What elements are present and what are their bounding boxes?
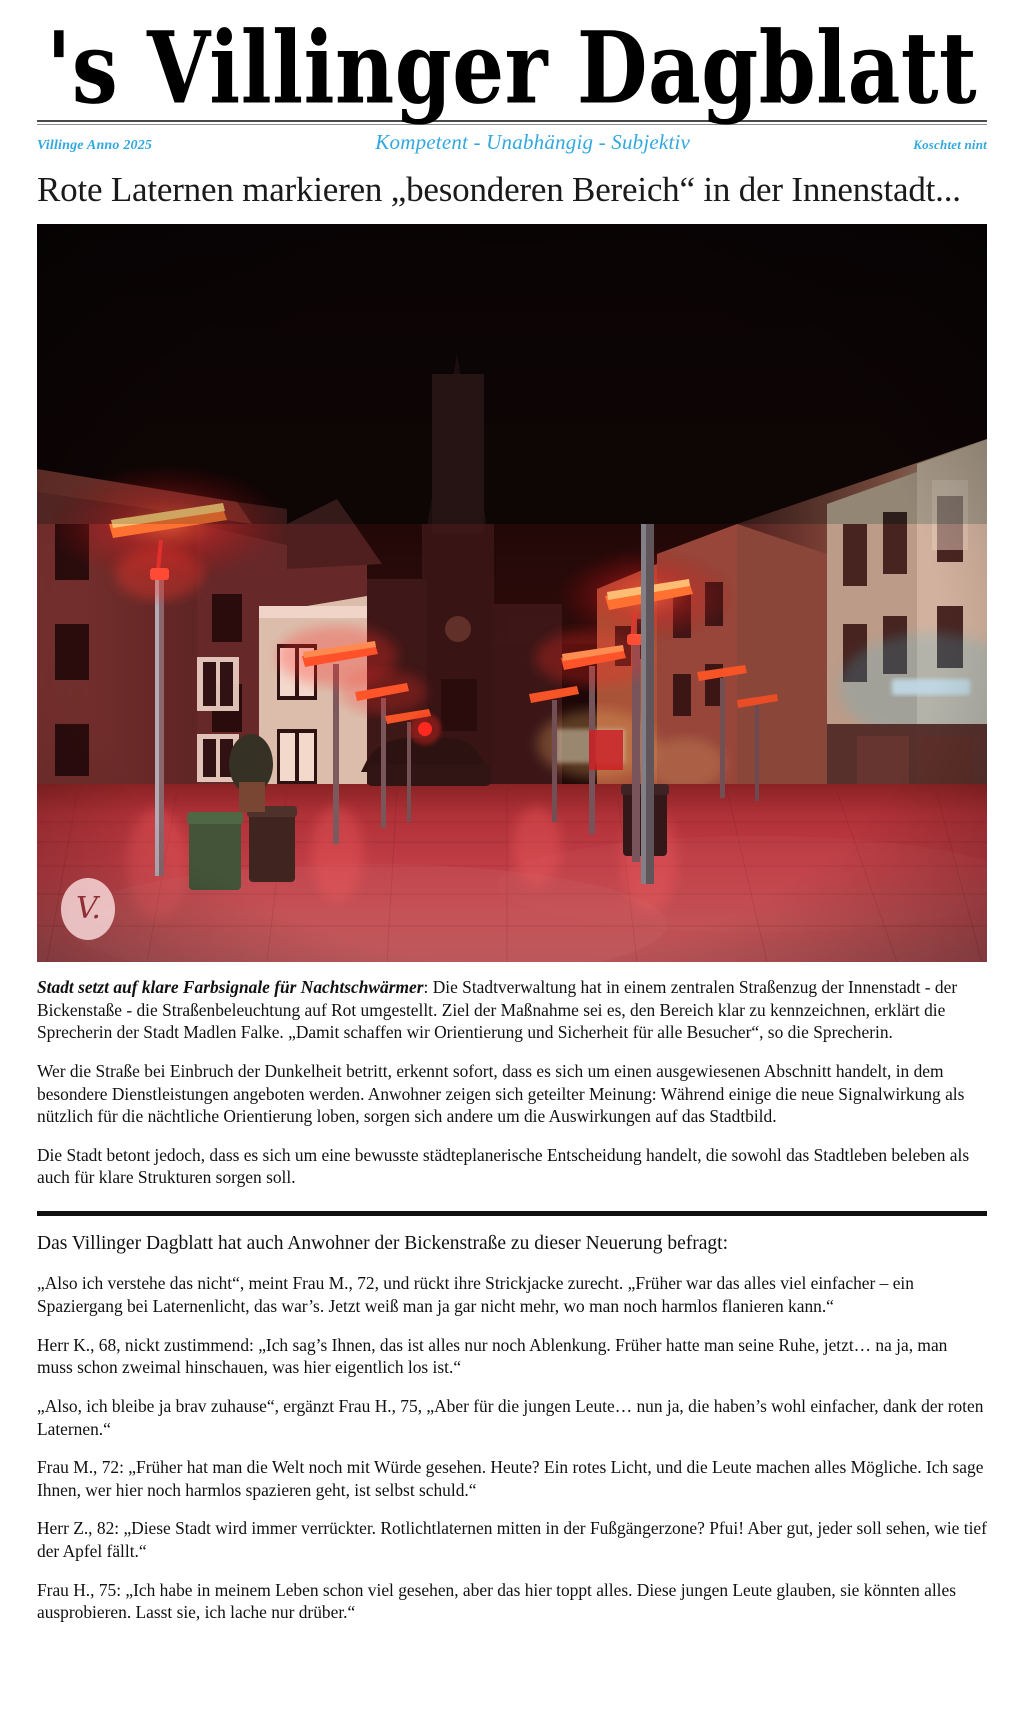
quote-paragraph: Herr K., 68, nickt zustimmend: „Ich sag’s Ihnen, das ist alles nur noch Ablenkung. Früher hatte man seine Ruhe, jetzt… na ja, man muss schon zweimal hinschauen, was hier eigentlich los ist.“	[37, 1334, 948, 1378]
newspaper-title-text: 's Villinger Dagblatt	[46, 9, 978, 127]
newspaper-title	[0, 9, 1024, 127]
masthead	[0, 0, 1024, 127]
article-headline: Rote Laternen markieren „besonderen Bereich“ in der Innenstadt...	[37, 170, 961, 210]
paragraph: Die Stadt betont jedoch, dass es sich um eine bewusste städteplanerische Entscheidung handelt, die sowohl das Stadtleben beleben als auch für klare Strukturen sorgen soll.	[37, 1144, 970, 1188]
slogan: Kompetent - Unabhängig - Subjektiv	[375, 130, 691, 155]
quote-paragraph: Frau M., 72: „Früher hat man die Welt noch mit Würde gesehen. Heute? Ein rotes Licht, und die Leute machen alles Mögliche. Ich sage Ihnen, wer hier noch harmlos spazieren geht, ist selbst schuld.“	[37, 1457, 984, 1500]
article-photo	[37, 224, 987, 962]
night-street-photo-graphic	[37, 224, 987, 962]
price-tag: Koschtet nint	[913, 137, 987, 153]
quote-paragraph: Frau H., 75: „Ich habe in meinem Leben schon viel gesehen, aber das hier toppt alles. Diese jungen Leute glauben, sie könnten alles ausprobieren. Lasst sie, ich lache nur drüber.“	[37, 1579, 956, 1623]
lead-in-text: Stadt setzt auf klare Farbsignale für Nachtschwärmer	[37, 977, 424, 998]
edition-tag: Villinge Anno 2025	[37, 138, 153, 154]
paragraph: Wer die Straße bei Einbruch der Dunkelheit betritt, erkennt sofort, dass es sich um einen ausgewiesenen Abschnitt handelt, in dem besondere Dienstleistungen angeboten werden. Anwohner zeigen sich geteilter Meinung: Während einige die neue Signalwirkung als nützlich für die nächtliche Orientierung loben, sorgen sich andere um die Auswirkungen auf das Stadtbild.	[37, 1060, 965, 1127]
lead-paragraph	[37, 976, 987, 1044]
photo-watermark: V.	[61, 878, 115, 940]
section-divider	[37, 1211, 987, 1216]
quote-paragraph: „Also ich verstehe das nicht“, meint Frau M., 72, und rückt ihre Strickjacke zurecht. „Früher war das alles viel einfacher – ein Spaziergang bei Laternenlicht, das war’s. Jetzt weiß man ja gar nicht mehr, wo man noch harmlos flanieren kann.“	[37, 1273, 914, 1317]
quote-paragraph: „Also, ich bleibe ja brav zuhause“, ergänzt Frau H., 75, „Aber für die jungen Leute… nun ja, die haben’s wohl einfacher, dank der roten Laternen.“	[37, 1395, 984, 1439]
quote-paragraph: Herr Z., 82: „Diese Stadt wird immer verrückter. Rotlichtlaternen mitten in der Fußgängerzone? Pfui! Aber gut, jeder soll sehen, wie tief der Apfel fällt.“	[37, 1518, 987, 1562]
lead-rest-text: : Die Stadtverwaltung hat in einem zentralen Straßenzug der Innenstadt - der Bickenstaße - die Straßenbeleuchtung auf Rot umgestellt. Ziel der Maßnahme sei es, den Bereich klar zu kennzeichnen, erklärt die Sprecherin der Stadt Madlen Falke. „Damit schaffen wir Orientierung und Sicherheit für alle Besucher“, so die Sprecherin.	[37, 977, 958, 1043]
interviews-heading: Das Villinger Dagblatt hat auch Anwohner der Bickenstraße zu dieser Neuerung befragt:	[37, 1233, 729, 1255]
masthead-subbar	[37, 130, 987, 155]
article-body	[37, 976, 987, 1624]
